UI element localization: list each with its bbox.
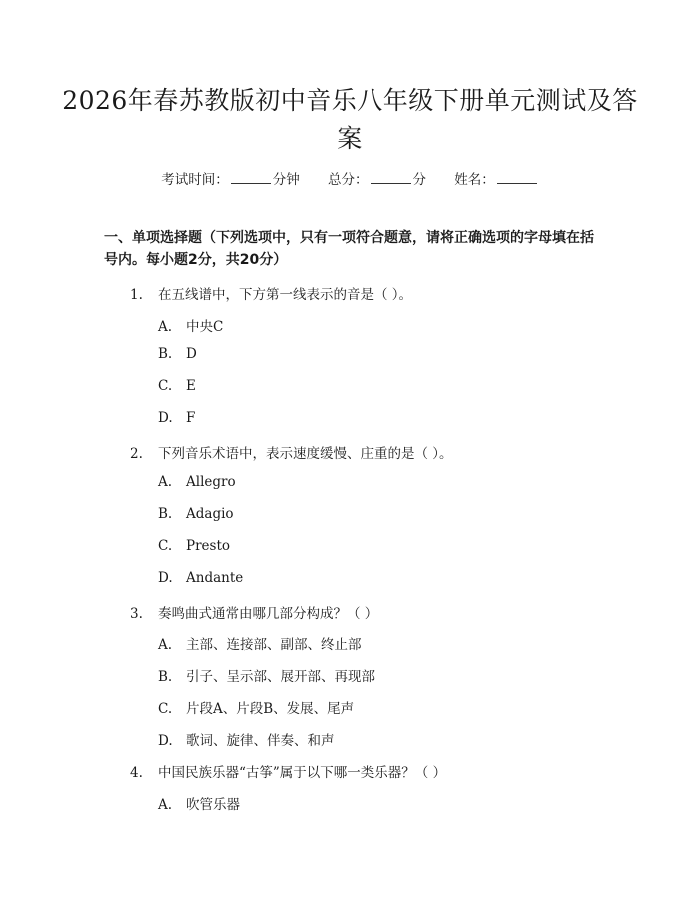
option-letter: D. xyxy=(158,733,173,749)
option-text: 歌词、旋律、伴奏、和声 xyxy=(186,733,335,749)
question-3 xyxy=(130,602,378,622)
question-3-option-c[interactable] xyxy=(158,697,354,717)
question-number: 3. xyxy=(130,606,143,622)
option-letter: D. xyxy=(158,570,173,586)
question-text: 在五线谱中，下方第一线表示的音是（ ）。 xyxy=(158,287,413,303)
question-2-option-a[interactable] xyxy=(158,474,236,490)
option-text: Andante xyxy=(186,570,244,586)
question-2 xyxy=(130,442,453,462)
question-1 xyxy=(130,283,412,303)
total-score-unit: 分 xyxy=(412,172,426,188)
question-1-option-a[interactable] xyxy=(158,315,223,335)
question-2-option-d[interactable] xyxy=(158,570,243,586)
question-2-option-b[interactable] xyxy=(158,506,234,522)
option-text: 片段A、片段B、发展、尾声 xyxy=(186,701,355,717)
student-name-field xyxy=(454,168,539,188)
question-1-option-c[interactable] xyxy=(158,378,196,394)
option-letter: B. xyxy=(158,506,173,522)
question-text: 奏鸣曲式通常由哪几部分构成？（ ） xyxy=(158,606,379,622)
question-number: 2. xyxy=(130,446,143,462)
total-score-blank[interactable] xyxy=(371,171,411,184)
question-1-option-b[interactable] xyxy=(158,346,197,362)
document-title: 2026年春苏教版初中音乐八年级下册单元测试及答案 xyxy=(62,86,638,153)
option-text: 吹管乐器 xyxy=(186,797,240,813)
option-text: D xyxy=(186,346,197,362)
option-text: Presto xyxy=(186,538,231,554)
question-3-option-a[interactable] xyxy=(158,633,362,653)
option-letter: C. xyxy=(158,538,173,554)
total-score-field xyxy=(328,168,426,188)
option-letter: A. xyxy=(158,797,173,813)
option-text: 中央C xyxy=(186,319,224,335)
student-name-label: 姓名： xyxy=(454,172,495,188)
option-text: 引子、呈示部、展开部、再现部 xyxy=(186,669,375,685)
question-4-option-a[interactable] xyxy=(158,793,240,813)
option-letter: A. xyxy=(158,474,173,490)
section-heading: 一、单项选择题（下列选项中，只有一项符合题意，请将正确选项的字母填在括号内。每小题2分，共20分） xyxy=(104,230,594,268)
option-letter: C. xyxy=(158,701,173,717)
question-text: 中国民族乐器“古筝”属于以下哪一类乐器？（ ） xyxy=(158,765,447,781)
exam-meta-line xyxy=(0,168,700,188)
option-letter: D. xyxy=(158,410,173,426)
question-text: 下列音乐术语中，表示速度缓慢、庄重的是（ ）。 xyxy=(158,446,453,462)
option-letter: A. xyxy=(158,637,173,653)
question-4 xyxy=(130,761,446,781)
option-text: Allegro xyxy=(186,474,236,490)
option-text: Adagio xyxy=(186,506,234,522)
option-text: E xyxy=(186,378,196,394)
exam-time-label: 考试时间： xyxy=(161,172,229,188)
option-text: 主部、连接部、副部、终止部 xyxy=(186,637,362,653)
option-letter: B. xyxy=(158,346,173,362)
student-name-blank[interactable] xyxy=(497,171,537,184)
question-number: 1. xyxy=(130,287,143,303)
total-score-label: 总分： xyxy=(328,172,369,188)
exam-time-unit: 分钟 xyxy=(272,172,300,188)
question-3-option-b[interactable] xyxy=(158,665,375,685)
option-letter: A. xyxy=(158,319,173,335)
exam-time-blank[interactable] xyxy=(231,171,271,184)
option-letter: B. xyxy=(158,669,173,685)
question-1-option-d[interactable] xyxy=(158,410,195,426)
question-number: 4. xyxy=(130,765,143,781)
option-letter: C. xyxy=(158,378,173,394)
exam-time-field xyxy=(161,168,300,188)
option-text: F xyxy=(186,410,196,426)
question-3-option-d[interactable] xyxy=(158,729,335,749)
question-2-option-c[interactable] xyxy=(158,538,230,554)
